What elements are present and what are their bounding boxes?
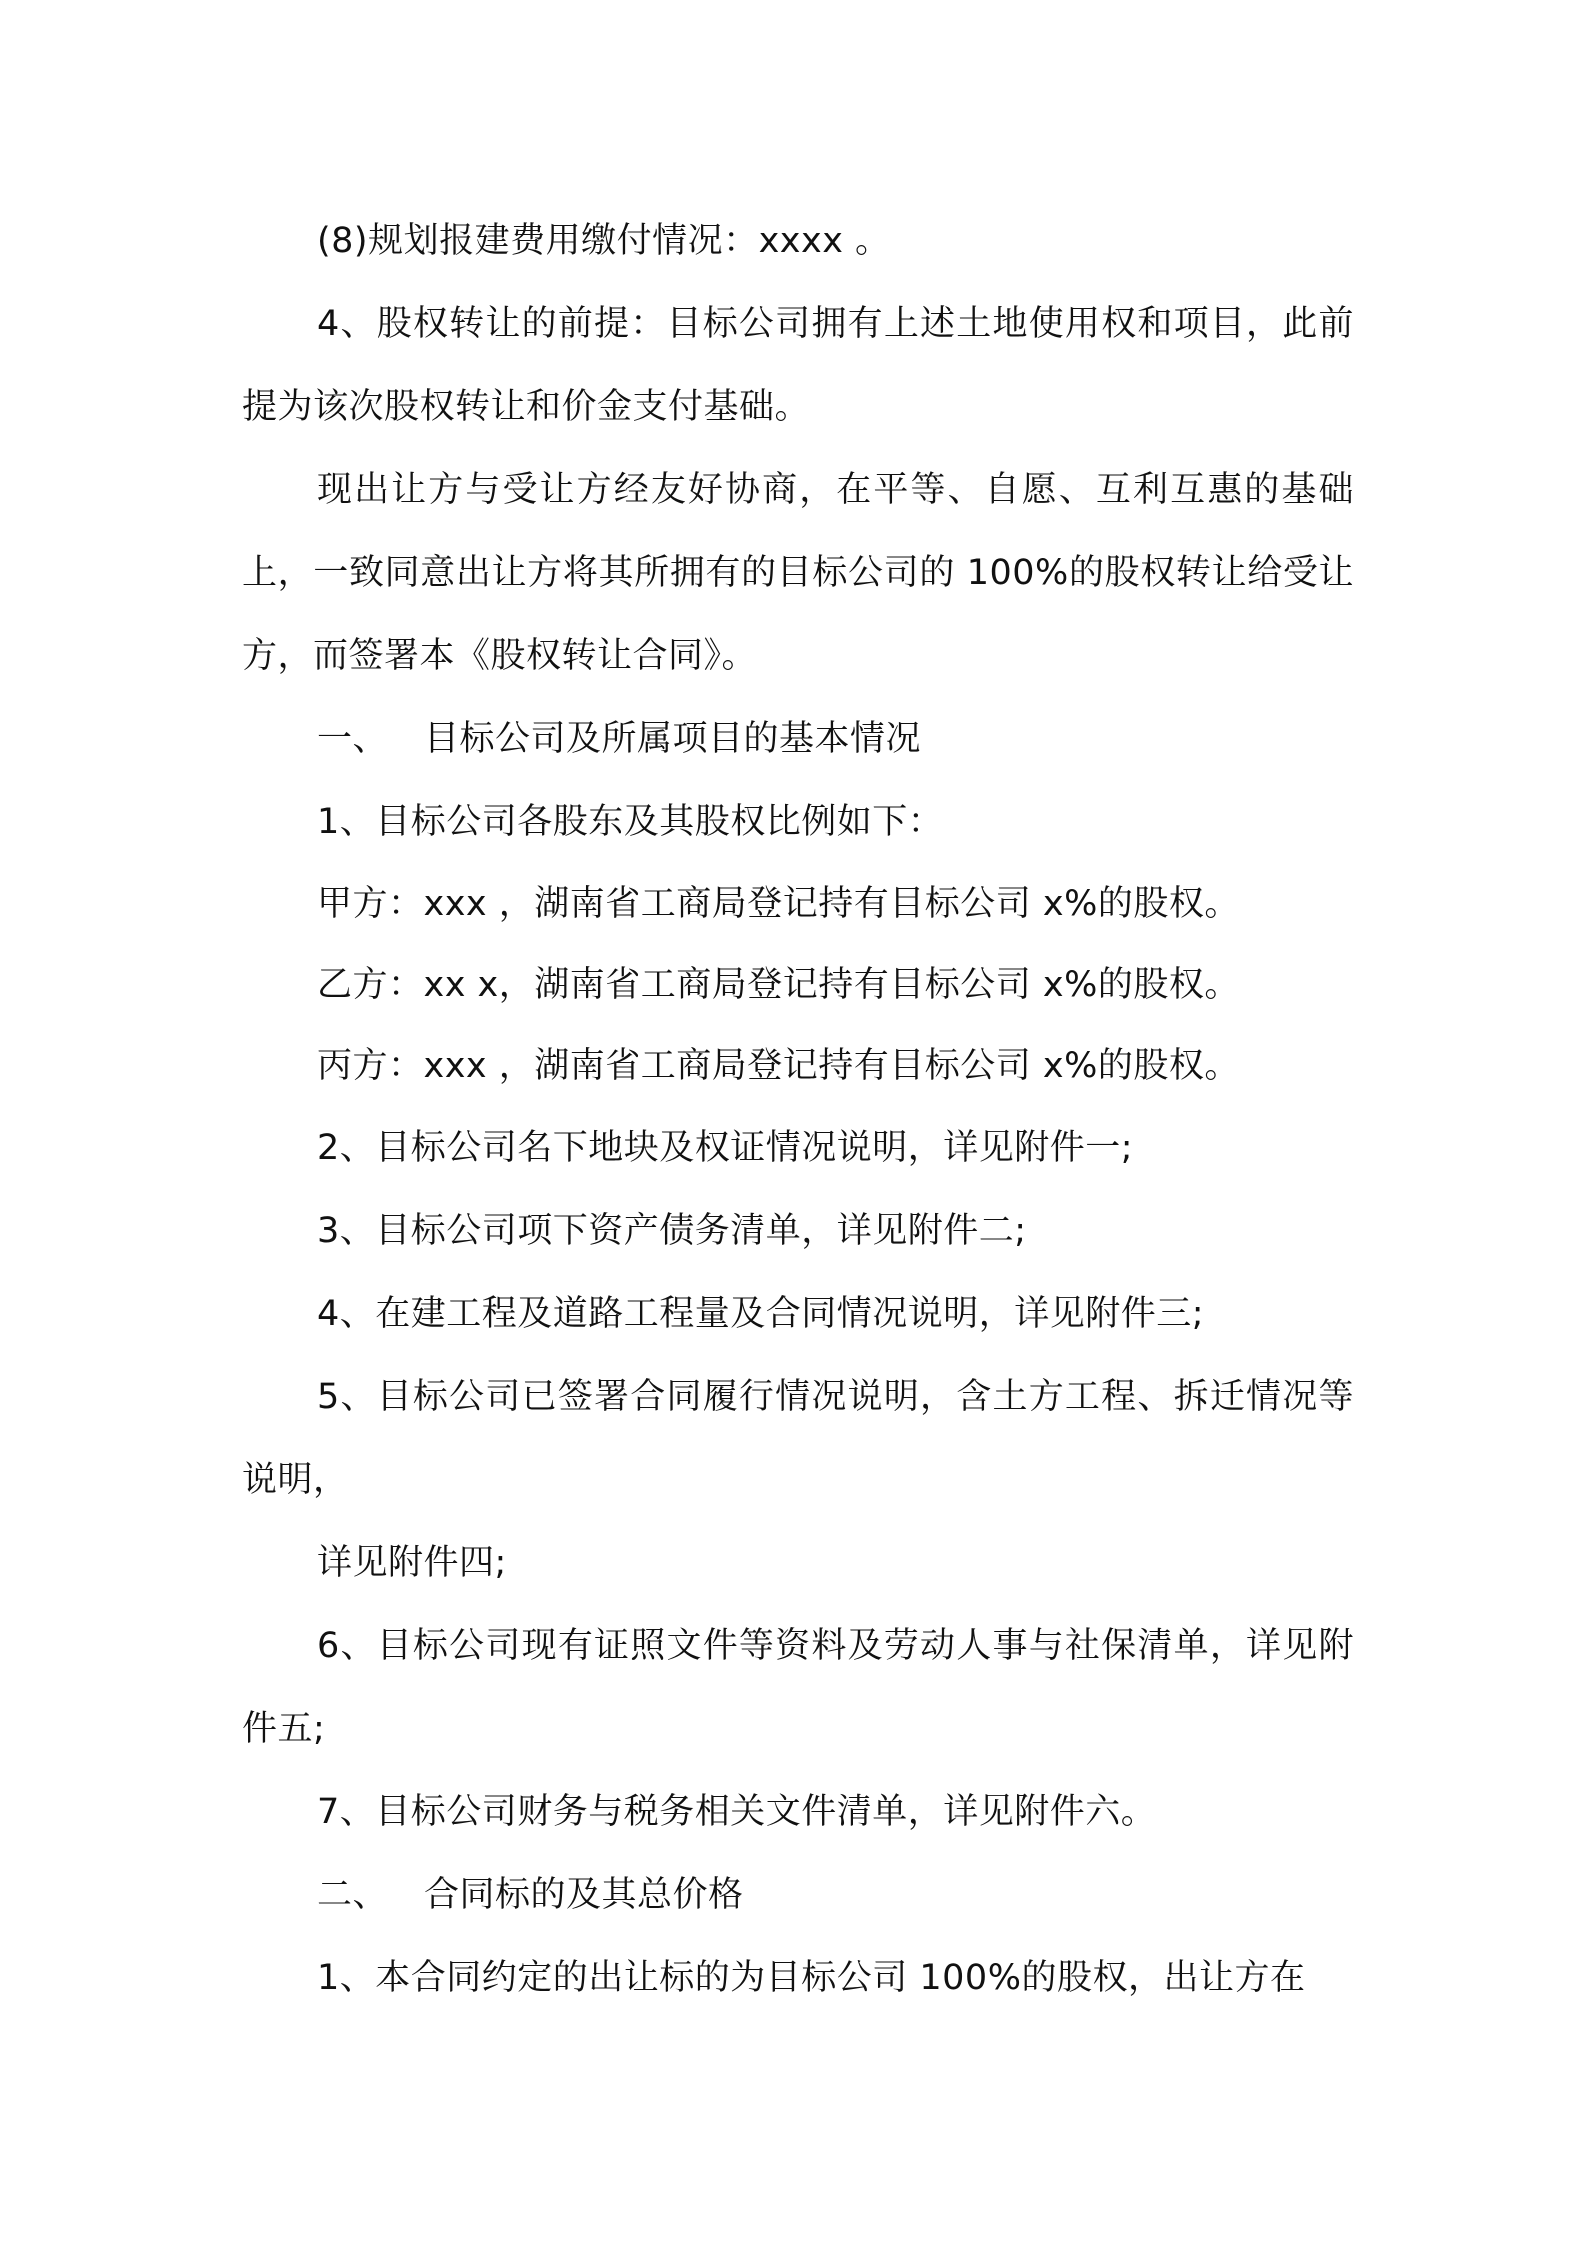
- document-body: [242, 200, 1354, 2020]
- section-heading-1: [242, 698, 1354, 781]
- paragraph-transfer-target: 1、本合同约定的出让标的为目标公司 100%的股权，出让方在: [317, 1958, 1306, 1998]
- section-number: 一、: [317, 719, 389, 759]
- paragraph-transfer-premise: 4、股权转让的前提：目标公司拥有上述土地使用权和项目，此前提为该次股权转让和价金支付基础。: [242, 304, 1354, 427]
- section-heading-2: [242, 1854, 1354, 1937]
- paragraph-shareholders: 1、目标公司各股东及其股权比例如下：: [317, 802, 944, 842]
- paragraph-party-c: 丙方：xxx ，湖南省工商局登记持有目标公司 x%的股权。: [317, 1046, 1240, 1086]
- paragraph-assets-debts: 3、目标公司项下资产债务清单，详见附件二;: [317, 1211, 1027, 1251]
- paragraph-finance-tax: 7、目标公司财务与税务相关文件清单，详见附件六。: [317, 1792, 1157, 1832]
- paragraph-construction: 4、在建工程及道路工程量及合同情况说明，详见附件三;: [317, 1294, 1205, 1334]
- section-title: 合同标的及其总价格: [424, 1875, 744, 1915]
- paragraph-agreement-intro: 现出让方与受让方经友好协商，在平等、自愿、互利互惠的基础上，一致同意出让方将其所拥有的目标公司的 100%的股权转让给受让方，而签署本《股权转让合同》。: [242, 470, 1354, 676]
- paragraph-party-b: 乙方：xx x，湖南省工商局登记持有目标公司 x%的股权。: [317, 965, 1240, 1005]
- paragraph-party-a: 甲方：xxx ，湖南省工商局登记持有目标公司 x%的股权。: [317, 884, 1240, 924]
- paragraph-land-certificates: 2、目标公司名下地块及权证情况说明，详见附件一;: [317, 1128, 1134, 1168]
- paragraph-planning-fees: (8)规划报建费用缴付情况：xxxx 。: [317, 221, 891, 261]
- paragraph-appendix-four: 详见附件四;: [317, 1543, 507, 1583]
- section-title: 目标公司及所属项目的基本情况: [424, 719, 922, 759]
- paragraph-contracts: 5、目标公司已签署合同履行情况说明，含土方工程、拆迁情况等说明，: [242, 1377, 1354, 1500]
- section-number: 二、: [317, 1875, 389, 1915]
- paragraph-licenses: 6、目标公司现有证照文件等资料及劳动人事与社保清单，详见附件五;: [242, 1626, 1354, 1749]
